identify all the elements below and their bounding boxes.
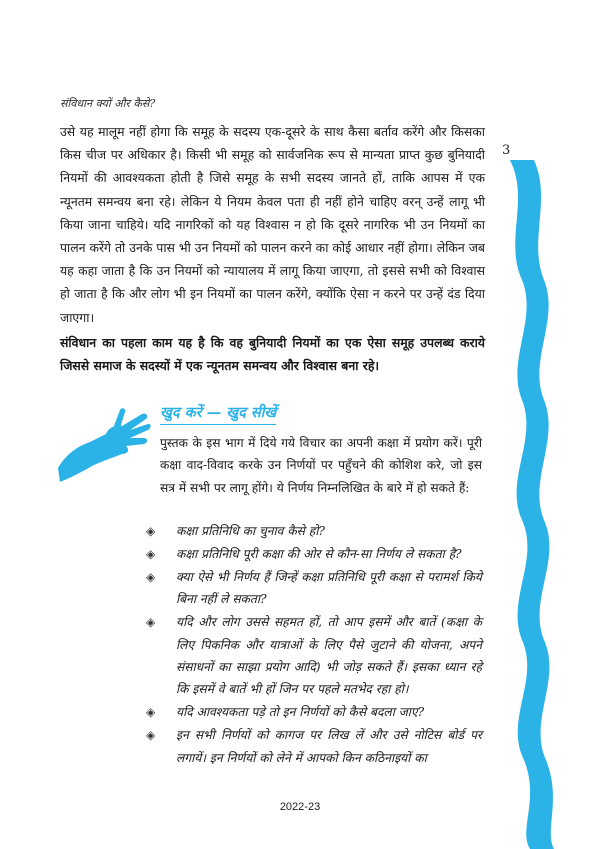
activity-title: खुद करें — खुद सीखें: [160, 402, 276, 425]
key-statement: संविधान का पहला काम यह है कि वह बुनियादी नियमों का एक ऐसा समूह उपलब्ध कराये जिससे समाज के सदस्यों में एक न्यूनतम समन्वय और विश्वास बना रहे।: [60, 334, 485, 374]
list-item: [142, 611, 482, 701]
body-paragraph: उसे यह मालूम नहीं होगा कि समूह के सदस्य एक-दूसरे के साथ कैसा बर्ताव करेंगे और किसका किस चीज पर अधिकार है। किसी भी समूह को सार्वजनिक रूप से मान्यता प्राप्त कुछ बुनियादी नियमों की आवश्यकता होती है जिसे समूह के सभी सदस्य जानते हों, ताकि आपस में एक न्यूनतम समन्वय बना रहे। लेकिन ये नियम केवल पता ही नहीं होने चाहिए वरन् उन्हें लागू भी किया जाना चाहिये। यदि नागरिकों को यह विश्वास न हो कि दूसरे नागरिक भी उन नियमों का पालन करेंगे तो उनके पास भी उन नियमों को पालन करने का कोई आधार नहीं होगा। लेकिन जब यह कहा जाता है कि उन नियमों को न्यायालय में लागू किया जाएगा, तो इससे सभी को विश्वास हो जाता है कि और लोग भी इन नियमों का पालन करेंगे, क्योंकि ऐसा न करने पर उन्हें दंड दिया जाएगा।: [60, 124, 486, 325]
list-item-text: इन सभी निर्णयों को कागज पर लिख लें और उसे नोटिस बोर्ड पर लगायें। इन निर्णयों को लेने में आपको किन कठिनाइयों का: [176, 728, 482, 765]
list-item-text: कक्षा प्रतिनिधि का चुनाव कैसे हो?: [176, 524, 325, 538]
diamond-bullet-icon: ◈: [146, 569, 156, 584]
main-text: [60, 120, 485, 377]
hand-icon: [56, 406, 151, 484]
diamond-bullet-icon: ◈: [146, 728, 156, 743]
list-item: [142, 543, 482, 565]
activity-list: [142, 520, 482, 769]
diamond-bullet-icon: ◈: [146, 615, 156, 630]
list-item-text: यदि आवश्यकता पड़े तो इन निर्णयों को कैसे बदला जाए?: [176, 705, 425, 720]
page-number: 3: [502, 143, 511, 158]
list-item: [142, 520, 482, 542]
list-item-text: यदि और लोग उससे सहमत हों, तो आप इसमें और बातें (कक्षा के लिए पिकनिक और यात्राओं के लिए पैसे जुटाने की योजना, अपने संसाधनों का साझा प्रयोग आदि) भी जोड़ सकते हैं। इसका ध्यान रहे कि इसमें वे बातें भी हों जिन पर पहले मतभेद रहा हो।: [176, 615, 482, 697]
decorative-wave-ribbon: [500, 160, 560, 849]
list-item: [142, 566, 482, 611]
list-item: [142, 724, 482, 769]
running-title: संविधान क्यों और कैसे?: [60, 97, 156, 110]
diamond-bullet-icon: ◈: [146, 705, 156, 720]
list-item-text: कक्षा प्रतिनिधि पूरी कक्षा की ओर से कौन-सा निर्णय ले सकता है?: [176, 546, 462, 561]
diamond-bullet-icon: ◈: [146, 524, 156, 538]
list-item: [142, 701, 482, 723]
activity-intro: पुस्तक के इस भाग में दिये गये विचार का अपनी कक्षा में प्रयोग करें। पूरी कक्षा वाद-विवाद करके उन निर्णयों पर पहुँचने की कोशिश करे, जो इस सत्र में सभी पर लागू होंगे। ये निर्णय निम्नलिखित के बारे में हो सकते हैं:: [160, 436, 482, 495]
footer-year: 2022-23: [279, 801, 321, 813]
list-item-text: क्या ऐसे भी निर्णय हैं जिन्हें कक्षा प्रतिनिधि पूरी कक्षा से परामर्श किये बिना नहीं ले सकता?: [176, 569, 482, 607]
diamond-bullet-icon: ◈: [146, 546, 156, 561]
